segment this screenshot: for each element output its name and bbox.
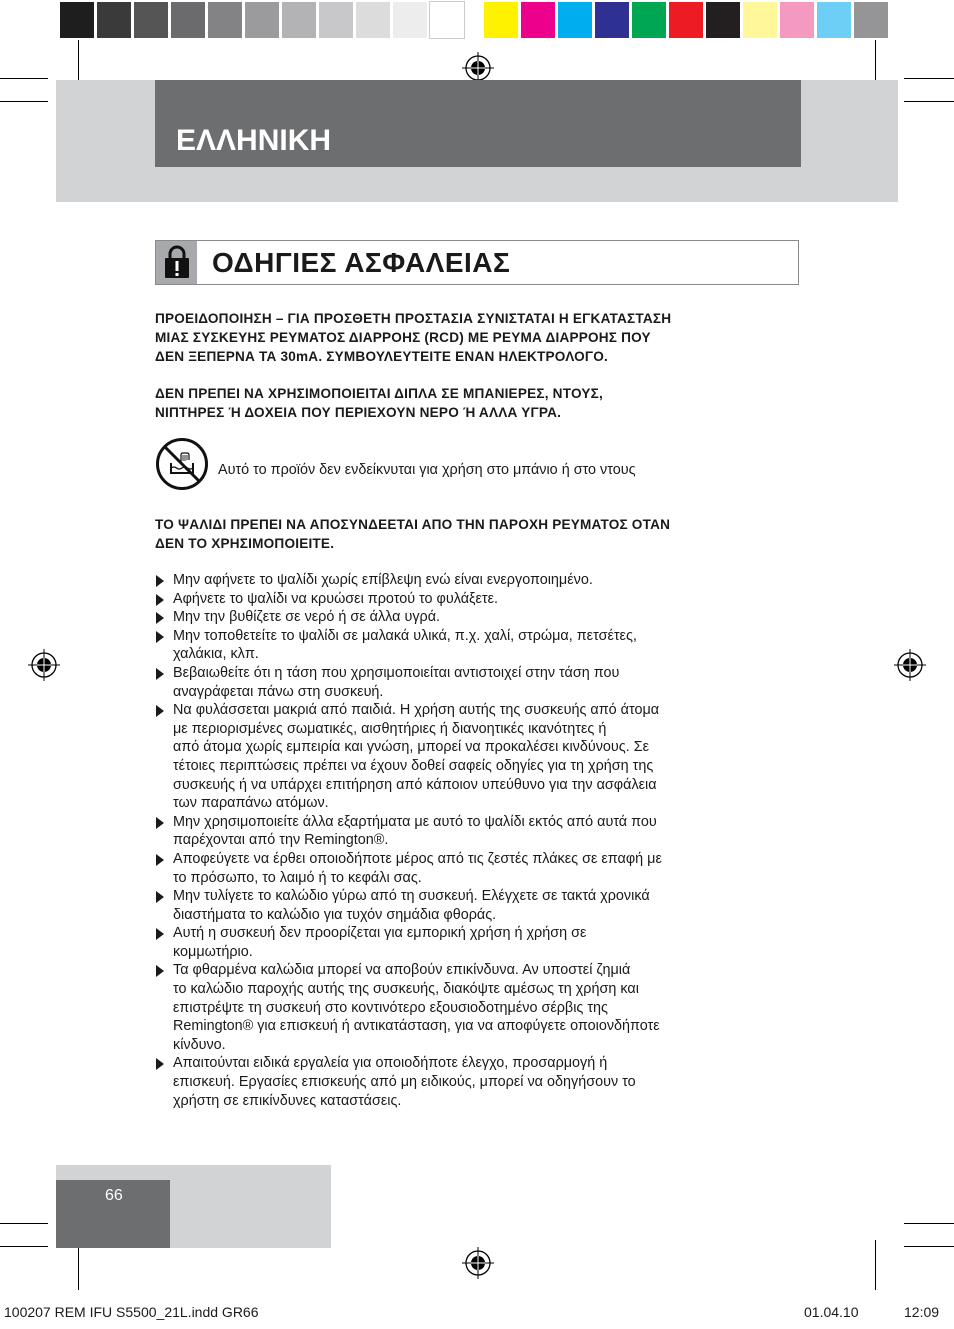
bullet-line: Να φυλάσσεται μακριά από παιδιά. Η χρήση αυτής της συσκευής από άτομα xyxy=(173,702,660,719)
file-slug: 100207 REM IFU S5500_21L.indd GR66 xyxy=(4,1304,259,1320)
bullet-arrow-icon xyxy=(156,668,164,680)
grey-swatch xyxy=(60,2,94,38)
process-swatch xyxy=(817,2,851,38)
bullet-arrow-icon xyxy=(156,1058,164,1070)
bullet-item xyxy=(155,850,795,887)
bullet-line: από άτομα χωρίς εμπειρία και γνώση, μπορεί να προκαλέσει κινδύνους. Σε xyxy=(173,739,650,756)
warning-line: ΔΕΝ ΠΡΕΠΕΙ ΝΑ ΧΡΗΣΙΜΟΠΟΙΕΙΤΑΙ ΔΙΠΛΑ ΣΕ ΜΠΑΝΙΕΡΕΣ, ΝΤΟΥΣ, xyxy=(155,386,603,401)
grey-swatch xyxy=(97,2,131,38)
registration-mark xyxy=(462,1247,494,1279)
page-number-box xyxy=(56,1180,170,1248)
bullet-line: κίνδυνο. xyxy=(173,1036,226,1053)
bullet-item xyxy=(155,701,795,813)
grey-swatch xyxy=(171,2,205,38)
grey-swatch xyxy=(245,2,279,38)
process-swatch xyxy=(743,2,777,38)
bullet-line: Μην αφήνετε το ψαλίδι χωρίς επίβλεψη ενώ είναι ενεργοποιημένο. xyxy=(173,572,593,588)
warning-line: ΜΙΑΣ ΣΥΣΚΕΥΗΣ ΡΕΥΜΑΤΟΣ ΔΙΑΡΡΟΗΣ (RCD) ΜΕ ΡΕΥΜΑ ΔΙΑΡΡΟΗΣ ΠΟΥ xyxy=(155,330,651,345)
grey-swatch xyxy=(282,2,316,38)
bullet-arrow-icon xyxy=(156,575,164,587)
warning-line: ΔΕΝ ΤΟ ΧΡΗΣΙΜΟΠΟΙΕΙΤΕ. xyxy=(155,536,335,551)
bullet-item xyxy=(155,590,795,609)
warning-line: ΝΙΠΤΗΡΕΣ Ή ΔΟΧΕΙΑ ΠΟΥ ΠΕΡΙΕΧΟΥΝ ΝΕΡΟ Ή ΑΛΛΑ ΥΓΡΑ. xyxy=(155,405,562,420)
section-title-box xyxy=(155,240,799,285)
slug-date: 01.04.10 xyxy=(804,1304,859,1320)
bullet-arrow-icon xyxy=(156,928,164,940)
registration-mark xyxy=(894,649,926,681)
bullet-line: τέτοιες περιπτώσεις πρέπει να έχουν δοθεί σαφείς οδηγίες για τη χρήση της xyxy=(173,757,654,774)
bullet-item xyxy=(155,571,795,590)
grey-swatch xyxy=(319,2,353,38)
bullet-line: Απαιτούνται ειδικά εργαλεία για οποιοδήποτε έλεγχο, προσαρμογή ή xyxy=(173,1055,608,1072)
crop-mark xyxy=(0,1246,48,1247)
bullet-arrow-icon xyxy=(156,612,164,624)
bullet-line: χαλάκια, κλπ. xyxy=(173,646,259,663)
lock-warning-icon xyxy=(164,245,190,279)
process-swatch xyxy=(854,2,888,38)
bullet-arrow-icon xyxy=(156,854,164,866)
bullet-arrow-icon xyxy=(156,594,164,606)
bullet-line: Remington® για επισκευή ή αντικατάσταση, για να αποφύγετε οποιονδήποτε xyxy=(173,1018,660,1035)
process-swatch xyxy=(780,2,814,38)
warning-line: ΔΕΝ ΞΕΠΕΡΝΑ ΤΑ 30mA. ΣΥΜΒΟΥΛΕΥΤΕΙΤΕ ΕΝΑΝ ΗΛΕΚΤΡΟΛΟΓΟ. xyxy=(155,349,608,364)
bullet-item xyxy=(155,961,795,1054)
bullet-arrow-icon xyxy=(156,705,164,717)
crop-mark xyxy=(904,101,954,102)
bullet-line: Μην την βυθίζετε σε νερό ή σε άλλα υγρά. xyxy=(173,609,441,626)
crop-mark xyxy=(904,1223,954,1224)
bath-note: Αυτό το προϊόν δεν ενδείκνυται για χρήση στο μπάνιο ή στο ντους xyxy=(218,462,636,478)
bullet-item xyxy=(155,608,795,627)
bullet-line: Τα φθαρμένα καλώδια μπορεί να αποβούν επικίνδυνα. Αν υποστεί ζημιά xyxy=(173,962,631,979)
warning-line: ΤΟ ΨΑΛΙΔΙ ΠΡΕΠΕΙ ΝΑ ΑΠΟΣΥΝΔΕΕΤΑΙ ΑΠΟ ΤΗΝ ΠΑΡΟΧΗ ΡΕΥΜΑΤΟΣ ΟΤΑΝ xyxy=(155,517,671,532)
bullet-arrow-icon xyxy=(156,965,164,977)
section-title: ΟΔΗΓΙΕΣ ΑΣΦΑΛΕΙΑΣ xyxy=(212,247,511,278)
crop-mark xyxy=(0,1223,48,1224)
bullet-item xyxy=(155,887,795,924)
safety-bullet-list xyxy=(155,571,795,1110)
bullet-line: Μην τοποθετείτε το ψαλίδι σε μαλακά υλικά, π.χ. χαλί, στρώμα, πετσέτες, xyxy=(173,627,637,644)
bullet-line: επιστρέψτε τη συσκευή στο κοντινότερο εξουσιοδοτημένο σέρβις της xyxy=(173,999,608,1016)
bullet-line: το πρόσωπο, το λαιμό ή το κεφάλι σας. xyxy=(173,869,422,886)
grey-swatch xyxy=(430,2,464,38)
registration-mark xyxy=(28,649,60,681)
process-swatch xyxy=(706,2,740,38)
bullet-arrow-icon xyxy=(156,817,164,829)
crop-mark xyxy=(0,78,48,79)
bullet-item xyxy=(155,1054,795,1110)
bullet-line: το καλώδιο παροχής αυτής της συσκευής, διακόψτε αμέσως τη χρήση και xyxy=(173,981,639,998)
bullet-line: διαστήματα το καλώδιο για τυχόν σημάδια φθοράς. xyxy=(173,906,497,923)
grey-swatch xyxy=(356,2,390,38)
bullet-item xyxy=(155,924,795,961)
bullet-line: χρήστη σε επικίνδυνες καταστάσεις. xyxy=(173,1092,402,1109)
bullet-line: Μην χρησιμοποιείτε άλλα εξαρτήματα με αυτό το ψαλίδι εκτός από αυτά που xyxy=(173,813,657,830)
bullet-item xyxy=(155,664,795,701)
bullet-line: με περιορισμένες σωματικές, αισθητήριες ή διανοητικές ικανότητες ή xyxy=(173,720,607,737)
process-swatch xyxy=(669,2,703,38)
unplug-warning xyxy=(155,515,795,553)
bullet-item xyxy=(155,813,795,850)
bullet-line: Αυτή η συσκευή δεν προορίζεται για εμπορική χρήση ή χρήση σε xyxy=(173,925,587,942)
bullet-arrow-icon xyxy=(156,891,164,903)
bullet-line: κομμωτήριο. xyxy=(173,943,253,960)
language-banner xyxy=(155,80,801,167)
crop-mark xyxy=(904,1246,954,1247)
rcd-warning xyxy=(155,309,795,366)
bullet-line: Βεβαιωθείτε ότι η τάση που χρησιμοποιείται αντιστοιχεί στην τάση που xyxy=(173,664,620,681)
crop-mark xyxy=(904,78,954,79)
bullet-line: Μην τυλίγετε το καλώδιο γύρω από τη συσκευή. Ελέγχετε σε τακτά χρονικά xyxy=(173,888,650,905)
process-swatch xyxy=(484,2,518,38)
bullet-line: παρέχονται από την Remington®. xyxy=(173,832,389,849)
process-swatch xyxy=(521,2,555,38)
language-title: ΕΛΛΗΝΙΚΗ xyxy=(176,124,332,157)
bullet-line: αναγράφεται πάνω στη συσκευή. xyxy=(173,683,384,700)
warning-line: ΠΡΟΕΙΔΟΠΟΙΗΣΗ – ΓΙΑ ΠΡΟΣΘΕΤΗ ΠΡΟΣΤΑΣΙΑ ΣΥΝΙΣΤΑΤΑΙ Η ΕΓΚΑΤΑΣΤΑΣΗ xyxy=(155,311,672,326)
bullet-line: των παραπάνω ατόμων. xyxy=(173,795,329,812)
process-swatch xyxy=(632,2,666,38)
process-swatch xyxy=(595,2,629,38)
process-swatch xyxy=(558,2,592,38)
crop-mark xyxy=(0,101,48,102)
slug-time: 12:09 xyxy=(904,1304,940,1320)
water-warning xyxy=(155,384,795,422)
bullet-line: Αποφεύγετε να έρθει οποιοδήποτε μέρος από τις ζεστές πλάκες σε επαφή με xyxy=(173,850,662,867)
no-bath-icon xyxy=(155,437,209,491)
grey-swatch xyxy=(208,2,242,38)
grey-swatch xyxy=(134,2,168,38)
bullet-line: επισκευή. Εργασίες επισκευής από μη ειδικούς, μπορεί να οδηγήσουν το xyxy=(173,1074,636,1091)
crop-mark xyxy=(875,1240,876,1290)
page-number: 66 xyxy=(105,1187,123,1204)
bullet-item xyxy=(155,627,795,664)
bullet-arrow-icon xyxy=(156,631,164,643)
title-icon-box xyxy=(156,241,197,284)
bullet-line: Αφήνετε το ψαλίδι να κρυώσει προτού το φυλάξετε. xyxy=(173,590,498,607)
grey-swatch xyxy=(393,2,427,38)
bullet-line: συσκευής ή να υπάρχει επιτήρηση από κάποιον υπεύθυνο για την ασφάλεια xyxy=(173,776,657,793)
